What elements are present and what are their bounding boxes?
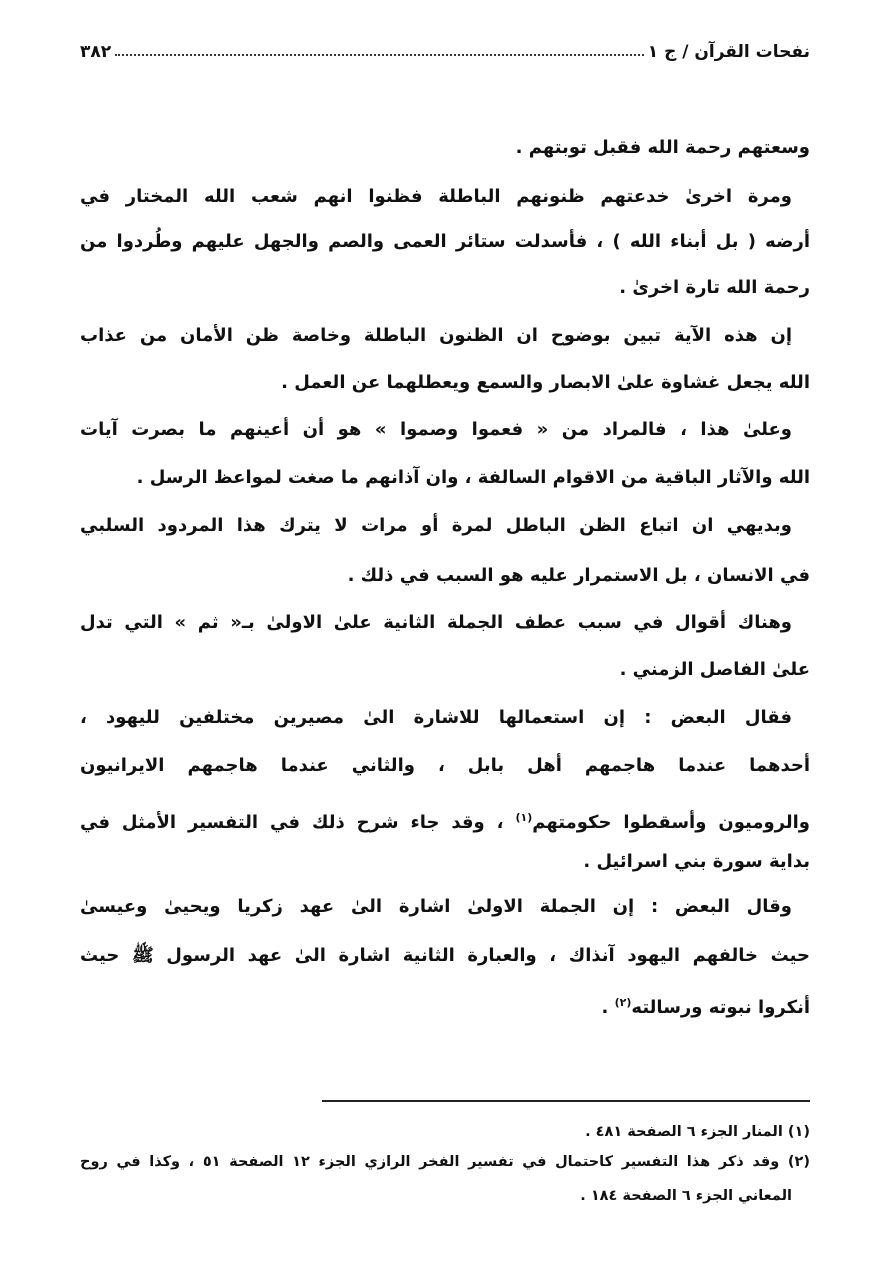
text-line: في الانسان ، بل الاستمرار عليه هو السبب في ذلك . [347, 565, 810, 586]
footnote-marker-1[interactable]: (١) [515, 811, 533, 824]
footnote-1: (١) المنار الجزء ٦ الصفحة ٤٨١ . [585, 1124, 810, 1140]
text-line: أحدهما عندما هاجمهم أهل بابل ، والثاني عندما هاجمهم الايرانيون [80, 755, 810, 776]
header-title: نفحات القرآن / ج ١ [647, 42, 810, 62]
text-line: رحمة الله تارة اخرىٰ . [619, 277, 810, 298]
text-line: إن هذه الآية تبين بوضوح ان الظنون الباطلة وخاصة ظن الأمان من عذاب [80, 325, 792, 346]
footnote-separator [322, 1100, 810, 1102]
header-dot-leader [115, 54, 644, 56]
text-line: علىٰ الفاصل الزمني . [619, 659, 810, 680]
footnote-marker-2[interactable]: (٢) [614, 996, 632, 1009]
text-span: ، وقد جاء شرح ذلك في التفسير الأمثل في [80, 812, 504, 833]
text-line: حيث خالفهم اليهود آنذاك ، والعبارة الثانية اشارة الىٰ عهد الرسول ﷺ حيث [80, 945, 810, 966]
text-line: وبديهي ان اتباع الظن الباطل لمرة أو مرات لا يترك هذا المردود السلبي [80, 515, 792, 536]
text-line: وهناك أقوال في سبب عطف الجملة الثانية علىٰ الاولىٰ بـ« ثم » التي تدل [80, 612, 792, 633]
footnote-2: (٢) وقد ذكر هذا التفسير كاحتمال في تفسير الفخر الرازي الجزء ١٢ الصفحة ٥١ ، وكذا في روح [80, 1154, 810, 1170]
text-line: فقال البعض : إن استعمالها للاشارة الىٰ مصيرين مختلفين لليهود ، [80, 707, 792, 728]
text-line: وعلىٰ هذا ، فالمراد من « فعموا وصموا » هو أن أعينهم ما بصرت آيات [80, 419, 792, 440]
text-span: أنكروا نبوته ورسالته [631, 997, 810, 1018]
text-span: . [601, 997, 609, 1018]
text-line: أرضه ( بل أبناء الله ) ، فأسدلت ستائر العمى والصم والجهل عليهم وطُردوا من [80, 231, 810, 252]
text-line: الله والآثار الباقية من الاقوام السالفة ، وان آذانهم ما صغت لمواعظ الرسل . [136, 467, 810, 488]
text-line [80, 988, 810, 1018]
text-line: وقال البعض : إن الجملة الاولىٰ اشارة الىٰ عهد زكريا ويحيىٰ وعيسىٰ [80, 896, 792, 917]
text-line: وسعتهم رحمة الله فقبل توبتهم . [515, 137, 810, 158]
text-line: ومرة اخرىٰ خدعتهم ظنونهم الباطلة فظنوا انهم شعب الله المختار في [80, 186, 792, 207]
text-line [80, 803, 810, 833]
page-number: ٣٨٢ [80, 42, 112, 62]
footnote-2-continued: المعاني الجزء ٦ الصفحة ١٨٤ . [580, 1188, 792, 1204]
text-line: الله يجعل غشاوة علىٰ الابصار والسمع ويعطلهما عن العمل . [281, 372, 810, 393]
running-header [80, 34, 810, 62]
text-line: بداية سورة بني اسرائيل . [583, 851, 810, 872]
text-span: والروميون وأسقطوا حكومتهم [532, 812, 810, 833]
